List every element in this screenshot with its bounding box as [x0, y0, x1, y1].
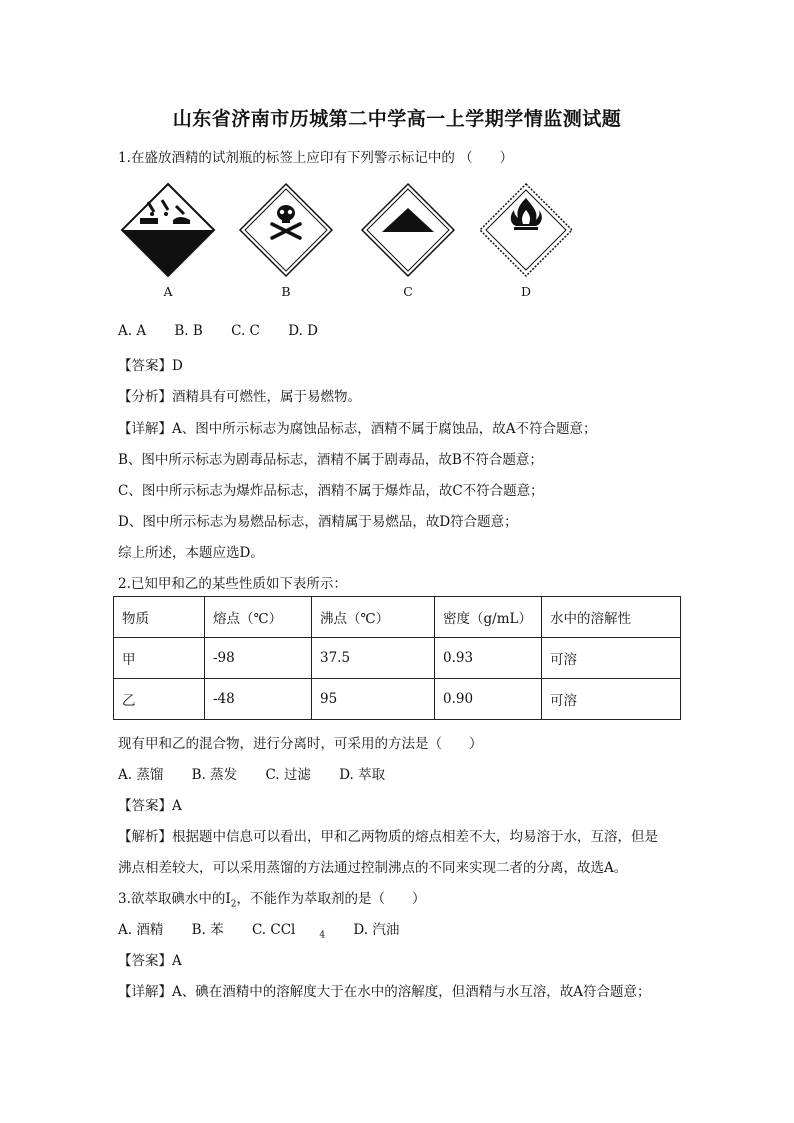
q2-option-d: D. 萃取 — [339, 767, 386, 783]
q1-option-b: B. B — [174, 323, 203, 339]
sign-c-label: C — [403, 284, 413, 299]
table-cell: 可溶 — [542, 679, 681, 720]
table-cell: 95 — [312, 679, 435, 720]
hazard-signs — [118, 180, 678, 305]
table-cell: -48 — [205, 679, 312, 720]
page-title: 山东省济南市历城第二中学高一上学期学情监测试题 — [172, 108, 622, 130]
q3-stem: 3.欲萃取碘水中的$I_2$，不能作为萃取剂的是（ ） — [118, 891, 426, 910]
q1-analysis: 【分析】酒精具有可燃性，属于易燃物。 — [118, 389, 361, 405]
sign-d-label: D — [520, 284, 532, 299]
q2-answer: 【答案】A — [118, 798, 182, 814]
q3-options — [118, 918, 423, 941]
q2-analysis: 【解析】根据题中信息可以看出，甲和乙两物质的熔点相差不大，均易溶于水，互溶，但是 — [118, 829, 658, 845]
q1-detail-line: D、图中所示标志为易燃品标志，酒精属于易燃品，故D符合题意； — [118, 514, 518, 530]
corrosive-sign-icon — [118, 180, 218, 280]
sign-c — [358, 180, 458, 299]
q1-stem: 1.在盛放酒精的试剂瓶的标签上应印有下列警示标记中的 （ ） — [118, 150, 514, 166]
q3-option-c: C. CCl $_4$ — [251, 922, 326, 941]
table-cell: 甲 — [114, 638, 205, 679]
table-row — [114, 679, 681, 720]
table-cell: 乙 — [114, 679, 205, 720]
q3-option-b: B. 苯 — [191, 922, 224, 938]
toxic-sign-icon — [236, 180, 336, 280]
table-header-row — [114, 597, 681, 638]
q1-detail-line: 综上所述，本题应选D。 — [118, 545, 264, 561]
table-header: 物质 — [114, 597, 205, 638]
q2-option-b: B. 蒸发 — [191, 767, 238, 783]
table-row — [114, 638, 681, 679]
table-header: 熔点（℃） — [205, 597, 312, 638]
q1-detail-line: 【详解】A、图中所示标志为腐蚀品标志，酒精不属于腐蚀品，故A不符合题意； — [118, 421, 597, 437]
sign-a-label: A — [163, 284, 173, 299]
q3-option-d: D. 汽油 — [353, 922, 400, 938]
table-header: 水中的溶解性 — [542, 597, 681, 638]
q1-answer: 【答案】D — [118, 358, 183, 374]
q2-analysis: 沸点相差较大，可以采用蒸馏的方法通过控制沸点的不同来实现二者的分离，故选A。 — [118, 860, 628, 876]
flammable-sign-icon — [476, 180, 576, 280]
table-cell: 0.93 — [435, 638, 542, 679]
q2-option-c: C. 过滤 — [265, 767, 311, 783]
q2-options — [118, 763, 409, 783]
properties-table — [113, 596, 681, 720]
table-header: 沸点（℃） — [312, 597, 435, 638]
sign-d — [476, 180, 576, 299]
q1-detail-line: B、图中所示标志为剧毒品标志，酒精不属于剧毒品，故B不符合题意； — [118, 452, 543, 468]
q3-option-a: A. 酒精 — [118, 922, 164, 938]
sign-b-label: B — [281, 284, 291, 299]
q1-option-a: A. A — [118, 323, 147, 339]
q3-detail: 【详解】A、碘在酒精中的溶解度大于在水中的溶解度，但酒精与水互溶，故A符合题意； — [118, 984, 651, 1000]
table-cell: 0.90 — [435, 679, 542, 720]
q3-answer: 【答案】A — [118, 953, 182, 969]
q1-detail-line: C、图中所示标志为爆炸品标志，酒精不属于爆炸品，故C不符合题意； — [118, 483, 544, 499]
q1-option-c: C. C — [231, 323, 260, 339]
q2-stem: 2.已知甲和乙的某些性质如下表所示： — [118, 576, 347, 592]
q2-option-a: A. 蒸馏 — [118, 767, 164, 783]
q1-options — [118, 323, 342, 339]
q1-option-d: D. D — [288, 323, 318, 339]
sign-a — [118, 180, 218, 299]
table-header: 密度（g/mL） — [435, 597, 542, 638]
explosive-sign-icon — [358, 180, 458, 280]
table-cell: 可溶 — [542, 638, 681, 679]
sign-b — [236, 180, 336, 299]
table-cell: -98 — [205, 638, 312, 679]
table-cell: 37.5 — [312, 638, 435, 679]
q2-question: 现有甲和乙的混合物，进行分离时，可采用的方法是（ ） — [118, 736, 483, 752]
